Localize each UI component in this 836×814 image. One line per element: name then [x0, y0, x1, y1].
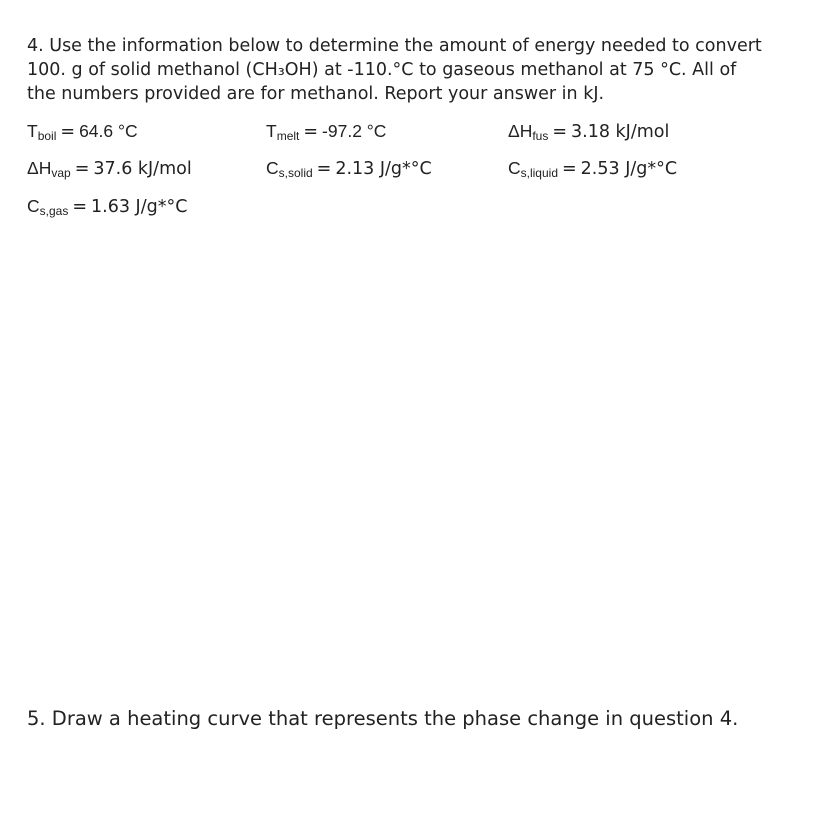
equals-sign: =: [316, 159, 332, 179]
given-value: 3.18 kJ/mol: [571, 122, 670, 142]
given-subscript: s,gas: [39, 204, 69, 218]
given-symbol: ΔH: [508, 121, 533, 141]
equals-sign: =: [552, 122, 568, 142]
given-value: -97.2 °C: [322, 121, 387, 141]
equals-sign: =: [72, 197, 87, 217]
given-subscript: s,liquid: [520, 166, 558, 180]
given-symbol: T: [27, 121, 38, 141]
given-value: 1.63 J/g*°C: [91, 197, 188, 217]
given-symbol: C: [508, 158, 521, 178]
given-value: 37.6 kJ/mol: [93, 159, 192, 179]
given-cs-gas: [27, 195, 187, 218]
given-subscript: vap: [51, 166, 71, 180]
equals-sign: =: [60, 122, 76, 142]
equals-sign: =: [74, 159, 90, 179]
given-value: 64.6 °C: [79, 121, 138, 141]
given-subscript: melt: [276, 129, 300, 143]
given-symbol: ΔH: [27, 158, 52, 178]
given-symbol: C: [27, 196, 40, 216]
given-cs-solid: [266, 157, 432, 180]
given-t-boil: [27, 120, 138, 143]
question-5: 5. Draw a heating curve that represents the phase change in question 4.: [27, 707, 739, 730]
given-value: 2.13 J/g*°C: [335, 159, 432, 179]
given-subscript: boil: [37, 129, 57, 143]
given-dh-fus: [508, 120, 669, 143]
question-4: [27, 34, 817, 106]
question-4-line-1: 4. Use the information below to determine the amount of energy needed to convert: [27, 36, 762, 56]
equals-sign: =: [562, 159, 577, 179]
given-value: 2.53 J/g*°C: [580, 159, 678, 179]
given-cs-liquid: [508, 157, 677, 180]
equals-sign: =: [303, 122, 319, 142]
question-4-line-3: the numbers provided are for methanol. Report your answer in kJ.: [27, 84, 605, 104]
given-symbol: C: [266, 158, 279, 178]
given-subscript: s,solid: [278, 166, 313, 180]
given-dh-vap: [27, 157, 192, 180]
given-symbol: T: [266, 121, 277, 141]
question-4-line-2: 100. g of solid methanol (CH₃OH) at -110.°C to gaseous methanol at 75 °C. All of: [27, 60, 737, 80]
given-subscript: fus: [532, 129, 549, 143]
given-t-melt: [266, 120, 386, 143]
